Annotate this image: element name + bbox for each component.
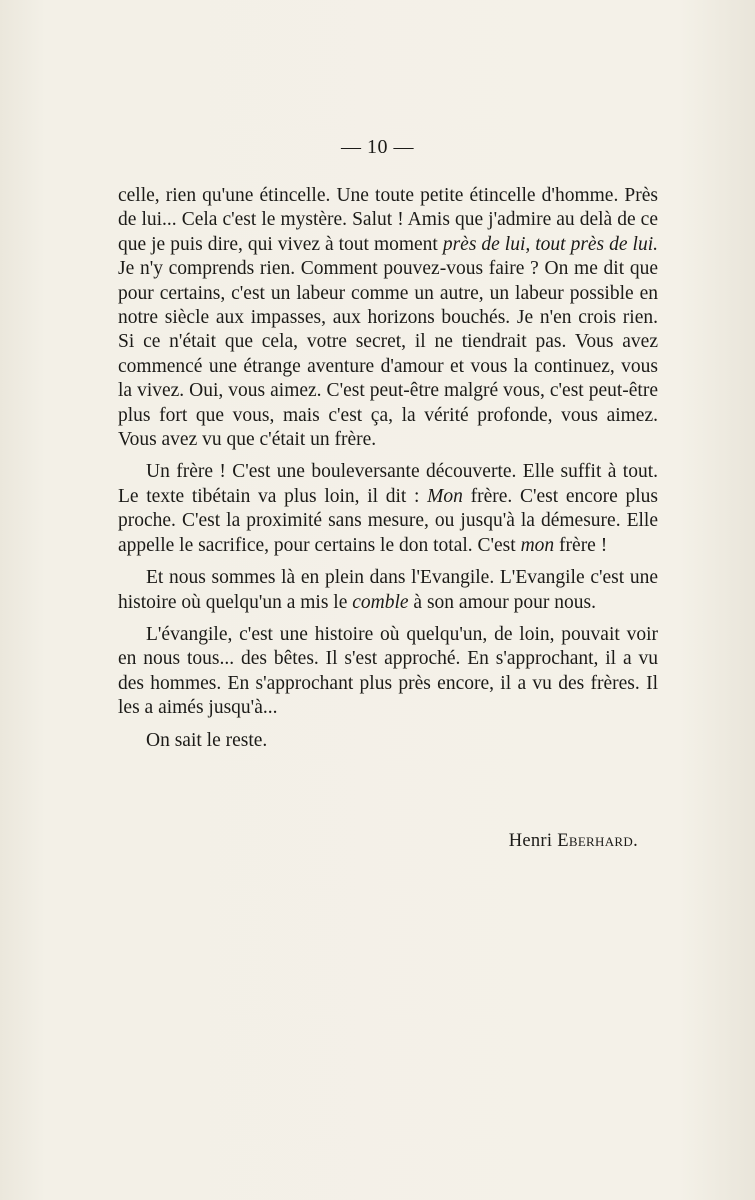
page-number: — 10 —: [341, 136, 414, 158]
text-segment: frère. C'est encore plus proche. C'est la proximité sans mesure, ou jusqu'à la démesure. Elle appelle le sacrifice, pour certains le don total. C'est: [118, 485, 658, 556]
author-last-name: Eberhard.: [557, 831, 638, 851]
text-segment: Je n'y comprends rien. Comment pouvez-vous faire ? On me dit que pour certains, c'est un labeur comme un autre, un labeur possible en notre siècle aux impasses, aux horizons bouchés. Je n'en crois rien. Si ce n'était que cela, votre secret, il ne tiendrait pas. Vous avez commencé une étrange aventure d'amour et vous la continuez, vous la vivez. Oui, vous aimez. C'est peut-être malgré vous, c'est peut-être plus fort que vous, mais c'est ça, la vérité profonde, vous aimez. Vous avez vu que c'était un frère.: [118, 258, 658, 451]
italic-segment: mon: [520, 534, 555, 556]
text-segment: celle, rien qu'une étincelle. Une toute petite étincelle d'homme. Près de lui... Cela c'est le mystère. Salut ! Amis que j'admire au delà de ce que je puis dire, qui vivez à tout moment: [118, 185, 658, 255]
author-first-name: Henri: [508, 831, 553, 851]
text-segment: Un frère ! C'est une bouleversante découverte. Elle suffit à tout. Le texte tibétain va plus loin, il dit :: [118, 461, 658, 507]
text-segment: L'évangile, c'est une histoire où quelqu'un, de loin, pouvait voir en nous tous... des bêtes. Il s'est approché. En s'approchant, il a vu des hommes. En s'approchant plus près encore, il a vu des frères. Il les a aimés jusqu'à...: [118, 623, 658, 719]
text-segment: à son amour pour nous.: [408, 591, 596, 613]
paragraph-2: [118, 460, 658, 558]
paragraph-3: [118, 566, 658, 615]
text-segment: frère !: [554, 534, 608, 556]
paragraph-1: [118, 184, 658, 452]
author-signature: [118, 831, 638, 852]
italic-segment: Mon: [427, 485, 463, 507]
text-segment: Et nous sommes là en plein dans l'Evangile. L'Evangile c'est une histoire où quelqu'un a mis le: [118, 567, 658, 613]
paragraph-4: [118, 623, 658, 721]
closing-line: On sait le reste.: [146, 729, 268, 751]
body-text: [118, 184, 658, 761]
italic-segment: comble: [352, 591, 409, 613]
italic-segment: près de lui, tout près de lui.: [442, 233, 658, 255]
